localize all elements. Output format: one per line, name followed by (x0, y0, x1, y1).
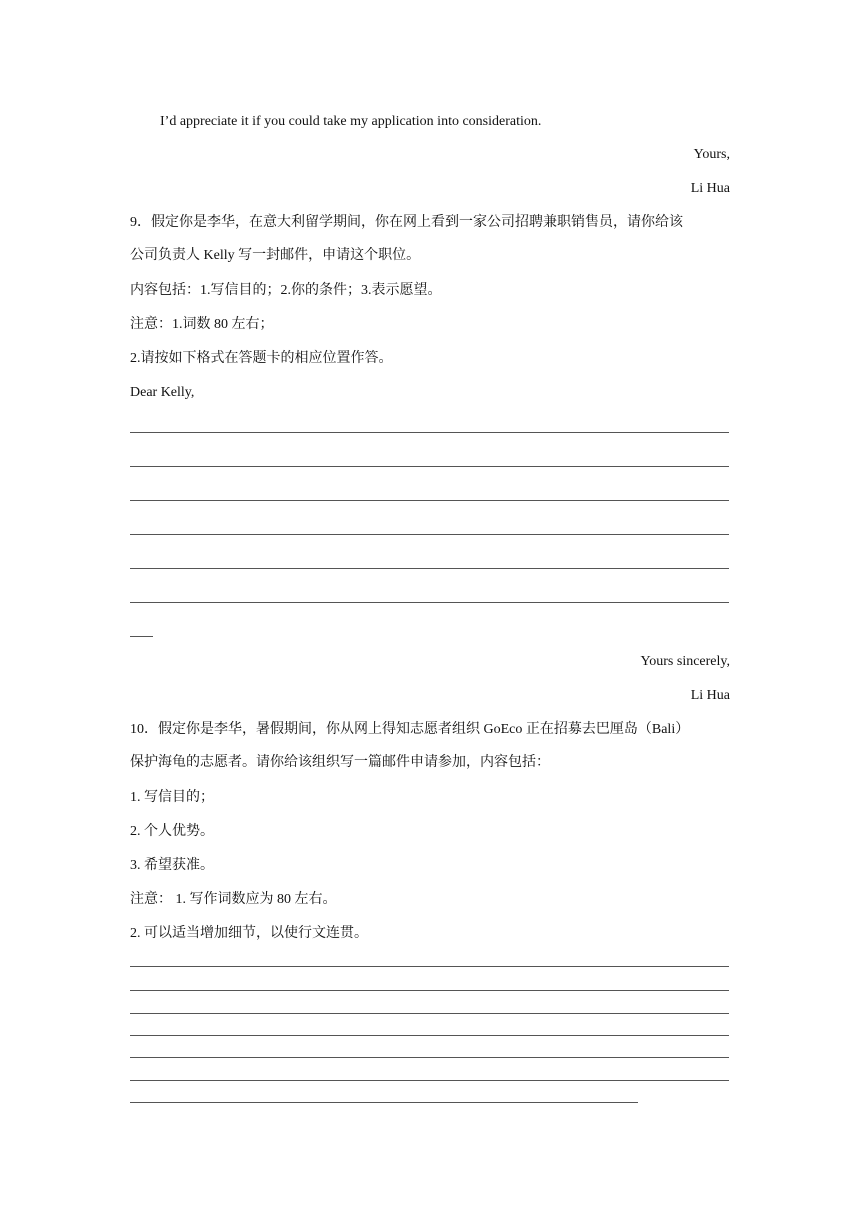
q9-prompt-line1: 9．假定你是李华，在意大利留学期间，你在网上看到一家公司招聘兼职销售员，请你给该 (130, 215, 683, 230)
answer-line[interactable] (130, 432, 729, 433)
q9-salutation: Dear Kelly, (130, 385, 195, 400)
q10-item2: 2. 个人优势。 (130, 824, 214, 839)
q9-content: 内容包括：1.写信目的；2.你的条件；3.表示愿望。 (130, 283, 442, 298)
answer-line[interactable] (130, 1035, 729, 1036)
answer-line[interactable] (130, 534, 729, 535)
q9-signoff: Yours sincerely, (640, 654, 730, 669)
signoff: Yours, (693, 147, 730, 162)
answer-line[interactable] (130, 1057, 729, 1058)
q10-note2: 2. 可以适当增加细节，以使行文连贯。 (130, 926, 368, 941)
answer-line[interactable] (130, 1013, 729, 1014)
q10-prompt-line2: 保护海龟的志愿者。请你给该组织写一篇邮件申请参加，内容包括： (130, 755, 550, 770)
q9-note1: 注意：1.词数 80 左右； (130, 317, 274, 332)
q10-prompt-line1: 10．假定你是李华，暑假期间，你从网上得知志愿者组织 GoEco 正在招募去巴厘岛（Bali） (130, 722, 690, 737)
answer-line[interactable] (130, 636, 153, 637)
answer-line[interactable] (130, 966, 729, 967)
answer-line[interactable] (130, 500, 729, 501)
answer-line[interactable] (130, 602, 729, 603)
q9-note2: 2.请按如下格式在答题卡的相应位置作答。 (130, 351, 393, 366)
answer-line[interactable] (130, 1102, 638, 1103)
answer-line[interactable] (130, 568, 729, 569)
q10-item1: 1. 写信目的； (130, 790, 214, 805)
q10-note1: 注意： 1. 写作词数应为 80 左右。 (130, 892, 337, 907)
q9-signature: Li Hua (690, 688, 730, 703)
signature: Li Hua (690, 181, 730, 196)
q10-item3: 3. 希望获准。 (130, 858, 214, 873)
answer-line[interactable] (130, 1080, 729, 1081)
answer-line[interactable] (130, 466, 729, 467)
q9-prompt-line2: 公司负责人 Kelly 写一封邮件，申请这个职位。 (130, 248, 421, 263)
closing-sentence: I’d appreciate it if you could take my application into consideration. (160, 114, 542, 129)
answer-line[interactable] (130, 990, 729, 991)
